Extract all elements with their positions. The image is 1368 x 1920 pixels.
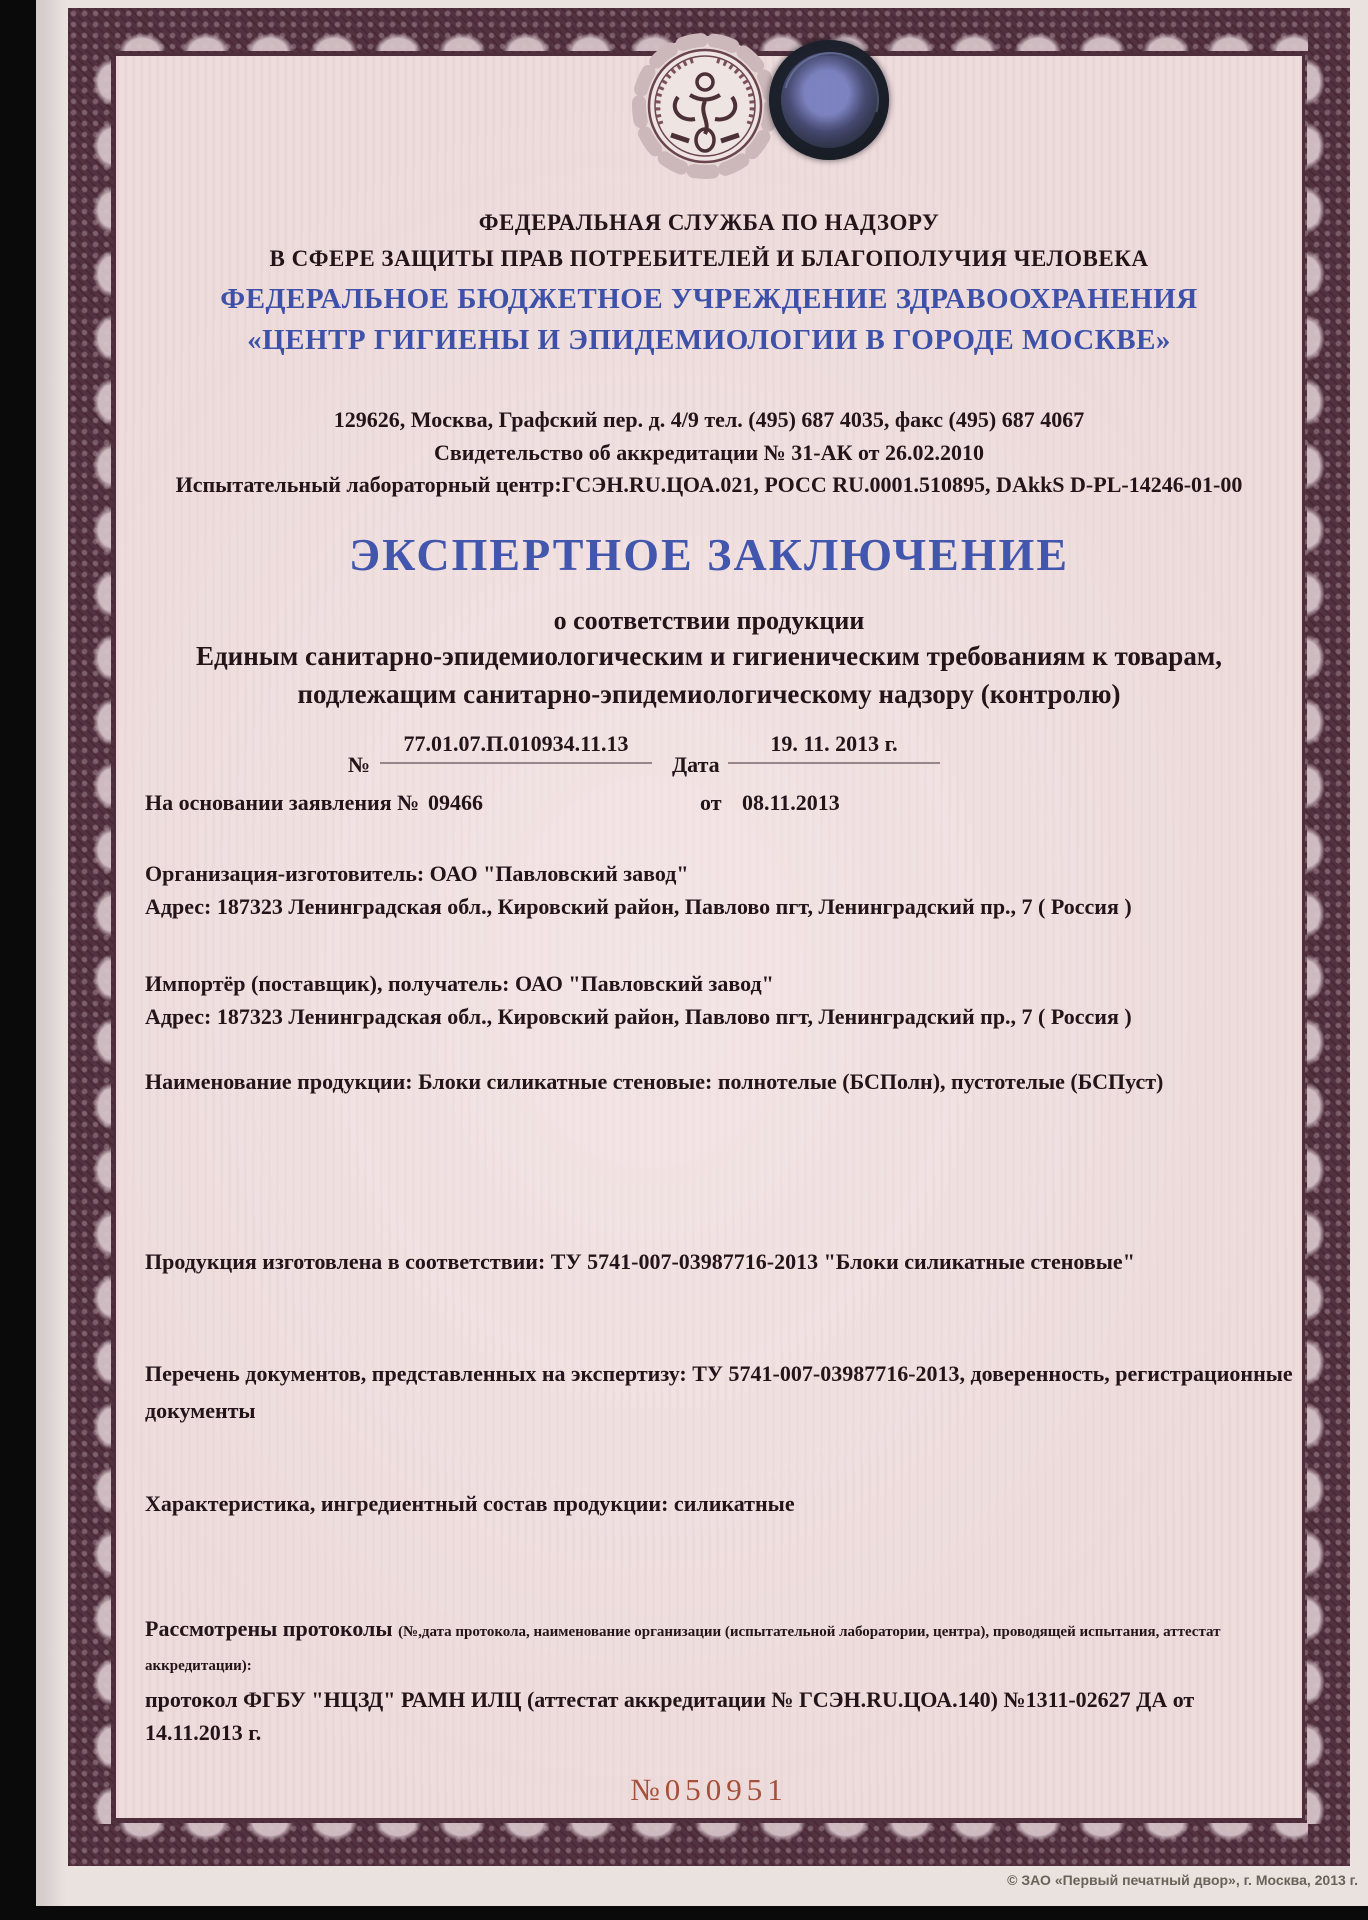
manufacturer-line-1: Организация-изготовитель: ОАО "Павловский завод": [145, 861, 689, 886]
subtitle-line-2: Единым санитарно-эпидемиологическим и гигиеническим требованиям к товарам,: [196, 641, 1222, 671]
accreditation-line: Свидетельство об аккредитации № 31-АК от 26.02.2010: [434, 440, 984, 465]
subtitle-line-1: о соответствии продукции: [553, 606, 865, 635]
protocols-small-note: (№,дата протокола, наименование организации (испытательной лаборатории, центра), проводящей испытания, аттестат аккредитации):: [145, 1624, 1221, 1674]
protocols-block: [145, 1612, 1330, 1749]
importer-line-1: Импортёр (поставщик), получатель: ОАО "Павловский завод": [145, 971, 774, 996]
manufacturer-line-2: Адрес: 187323 Ленинградская обл., Кировский район, Павлово пгт, Ленинградский пр., 7 ( Россия ): [145, 894, 1132, 919]
document-title: ЭКСПЕРТНОЕ ЗАКЛЮЧЕНИЕ: [348, 529, 1070, 580]
characteristics-line: Характеристика, ингредиентный состав продукции: силикатные: [145, 1491, 795, 1516]
importer-line-2: Адрес: 187323 Ленинградская обл., Кировский район, Павлово пгт, Ленинградский пр., 7 ( Россия ): [145, 1004, 1132, 1029]
application-from-label: от: [700, 790, 722, 815]
product-name-line: Наименование продукции: Блоки силикатные стеновые: полнотелые (БСПолн), пустотелые (БСПуст): [145, 1069, 1164, 1094]
date-value: 19. 11. 2013 г.: [728, 731, 940, 764]
application-label: На основании заявления №: [145, 790, 420, 815]
hologram-sticker-icon: [769, 40, 889, 160]
serial-number: №050951: [630, 1772, 788, 1807]
protocols-lead: Рассмотрены протоколы: [145, 1616, 399, 1641]
date-label: Дата: [672, 752, 720, 777]
institution-line-2: «ЦЕНТР ГИГИЕНЫ И ЭПИДЕМИОЛОГИИ В ГОРОДЕ МОСКВЕ»: [247, 324, 1171, 356]
protocols-body-line-1: протокол ФГБУ "НЦЗД" РАМН ИЛЦ (аттестат аккредитации № ГСЭН.RU.ЦОА.140) №1311-02627 ДА от: [145, 1687, 1195, 1712]
application-number: 09466: [428, 790, 483, 815]
agency-line-2: В СФЕРЕ ЗАЩИТЫ ПРАВ ПОТРЕБИТЕЛЕЙ И БЛАГОПОЛУЧИЯ ЧЕЛОВЕКА: [269, 246, 1149, 271]
institution-line-1: ФЕДЕРАЛЬНОЕ БЮДЖЕТНОЕ УЧРЕЖДЕНИЕ ЗДРАВООХРАНЕНИЯ: [220, 283, 1198, 315]
protocols-body-line-2: 14.11.2013 г.: [145, 1720, 262, 1745]
manufactured-accordance-line: Продукция изготовлена в соответствии: ТУ 5741-007-03987716-2013 "Блоки силикатные стеновые": [145, 1249, 1135, 1274]
subtitle-line-3: подлежащим санитарно-эпидемиологическому надзору (контролю): [297, 679, 1121, 709]
documents-list: Перечень документов, представленных на экспертизу: ТУ 5741-007-03987716-2013, доверенность, регистрационные документы: [145, 1361, 1293, 1423]
number-label: №: [348, 752, 371, 777]
application-from-date: 08.11.2013: [742, 790, 840, 815]
number-value: 77.01.07.П.010934.11.13: [380, 731, 652, 764]
agency-line-1: ФЕДЕРАЛЬНАЯ СЛУЖБА ПО НАДЗОРУ: [478, 210, 940, 235]
print-credit: © ЗАО «Первый печатный двор», г. Москва, 2013 г.: [1007, 1872, 1358, 1888]
header-emblems: [575, 26, 915, 184]
lab-center-line: Испытательный лабораторный центр:ГСЭН.RU.ЦОА.021, РОСС RU.0001.510895, DAkkS D-PL-14246-01-00: [175, 472, 1243, 497]
contact-address: 129626, Москва, Графский пер. д. 4/9 тел. (495) 687 4035, факс (495) 687 4067: [333, 407, 1085, 432]
